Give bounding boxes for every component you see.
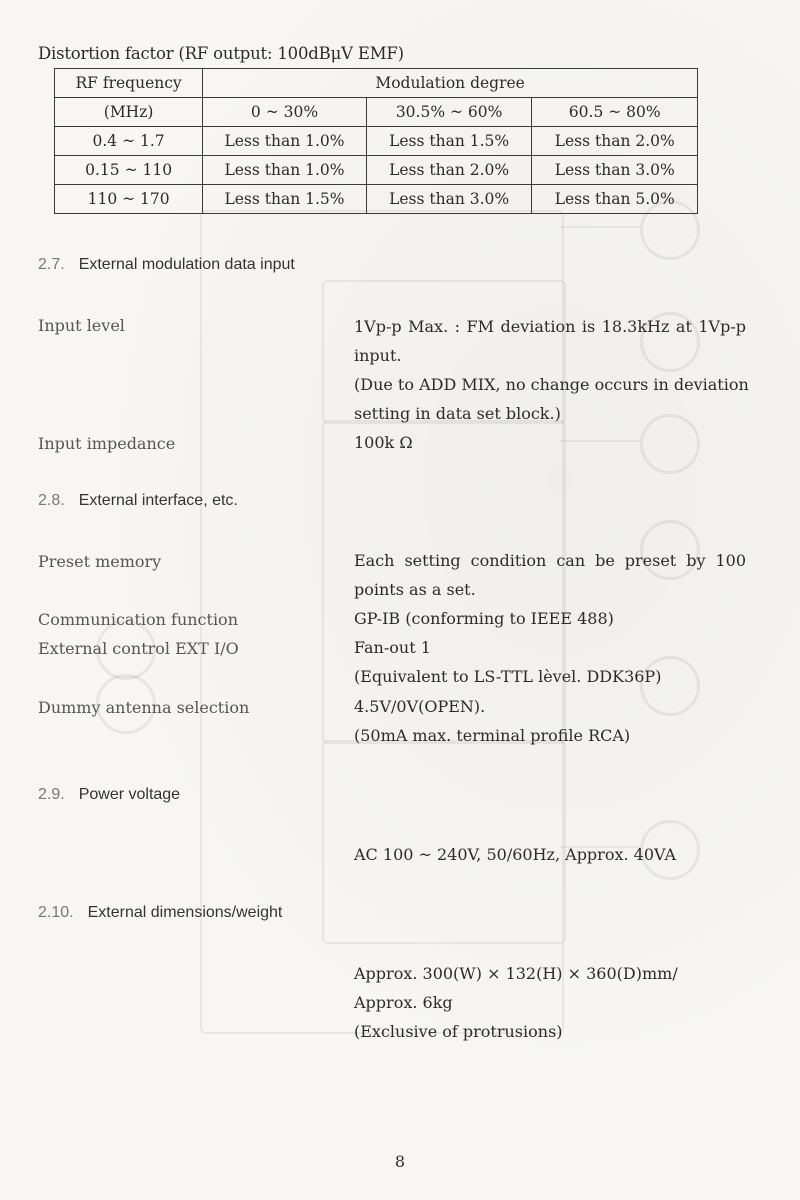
- value-line: input.: [354, 346, 402, 365]
- section-title: External modulation data input: [78, 256, 295, 273]
- section-number: 2.10.: [38, 904, 74, 921]
- value-dummy-antenna: [354, 692, 746, 750]
- table-header-row: [55, 69, 698, 98]
- page-number: 8: [394, 1152, 406, 1171]
- header-range: 30.5% ~ 60%: [366, 98, 532, 127]
- table-cell: Less than 1.5%: [203, 185, 367, 214]
- table-cell: Less than 3.0%: [366, 185, 532, 214]
- section-heading-2-7: [38, 256, 295, 274]
- value-line: 1Vp-p Max. : FM deviation is 18.3kHz at 1Vp-p: [354, 317, 746, 336]
- value-power-voltage: [354, 840, 746, 869]
- table-cell-freq: 0.15 ~ 110: [55, 156, 203, 185]
- value-dimensions: [354, 959, 746, 1046]
- value-input-impedance: [354, 428, 746, 457]
- header-modulation-degree: Modulation degree: [203, 69, 698, 98]
- label-dummy-antenna: Dummy antenna selection: [38, 698, 250, 717]
- table-cell: Less than 1.0%: [203, 156, 367, 185]
- table-cell: Less than 1.0%: [203, 127, 367, 156]
- value-preset-memory: [354, 546, 746, 604]
- section-heading-2-9: [38, 786, 180, 804]
- label-external-control: External control EXT I/O: [38, 639, 239, 658]
- label-input-impedance: Input impedance: [38, 434, 176, 453]
- header-range: 0 ~ 30%: [203, 98, 367, 127]
- value-line: GP-IB (conforming to IEEE 488): [354, 609, 614, 628]
- value-line: (Equivalent to LS-TTL lèvel. DDK36P): [354, 667, 662, 686]
- section-number: 2.8.: [38, 492, 65, 509]
- value-line: setting in data set block.): [354, 404, 561, 423]
- section-heading-2-10: [38, 904, 282, 922]
- value-line: Fan-out 1: [354, 638, 431, 657]
- table-row: [55, 185, 698, 214]
- distortion-caption: Distortion factor (RF output: 100dBμV EMF): [38, 44, 404, 63]
- section-number: 2.9.: [38, 786, 65, 803]
- table-row: [55, 127, 698, 156]
- value-line: Approx. 300(W) × 132(H) × 360(D)mm/: [354, 964, 678, 983]
- section-title: Power voltage: [78, 786, 181, 803]
- table-cell: Less than 5.0%: [532, 185, 698, 214]
- value-line: Approx. 6kg: [354, 993, 453, 1012]
- table-cell: Less than 3.0%: [532, 156, 698, 185]
- label-communication-function: Communication function: [38, 610, 238, 629]
- value-line: (Due to ADD MIX, no change occurs in deviation: [354, 375, 749, 394]
- value-external-control: [354, 633, 746, 691]
- value-line: AC 100 ~ 240V, 50/60Hz, Approx. 40VA: [354, 845, 677, 864]
- value-line: 100k Ω: [354, 433, 413, 452]
- table-row: [55, 156, 698, 185]
- value-line: (50mA max. terminal profile RCA): [354, 726, 631, 745]
- header-unit: (MHz): [55, 98, 203, 127]
- label-preset-memory: Preset memory: [38, 552, 162, 571]
- value-line: Each setting condition can be preset by 100: [354, 551, 746, 570]
- value-line: points as a set.: [354, 580, 476, 599]
- section-title: External dimensions/weight: [87, 904, 283, 921]
- value-line: 4.5V/0V(OPEN).: [354, 697, 486, 716]
- value-line: (Exclusive of protrusions): [354, 1022, 563, 1041]
- distortion-table: [54, 68, 698, 214]
- value-communication-function: [354, 604, 746, 633]
- section-title: External interface, etc.: [78, 492, 238, 509]
- section-heading-2-8: [38, 492, 238, 510]
- table-header-row: [55, 98, 698, 127]
- value-input-level: [354, 312, 749, 428]
- table-cell-freq: 110 ~ 170: [55, 185, 203, 214]
- table-cell: Less than 2.0%: [532, 127, 698, 156]
- bleedthrough-leader-line: [560, 226, 640, 228]
- table-cell-freq: 0.4 ~ 1.7: [55, 127, 203, 156]
- label-input-level: Input level: [38, 316, 125, 335]
- header-rf-frequency: RF frequency: [55, 69, 203, 98]
- table-cell: Less than 2.0%: [366, 156, 532, 185]
- table-cell: Less than 1.5%: [366, 127, 532, 156]
- header-range: 60.5 ~ 80%: [532, 98, 698, 127]
- section-number: 2.7.: [38, 256, 65, 273]
